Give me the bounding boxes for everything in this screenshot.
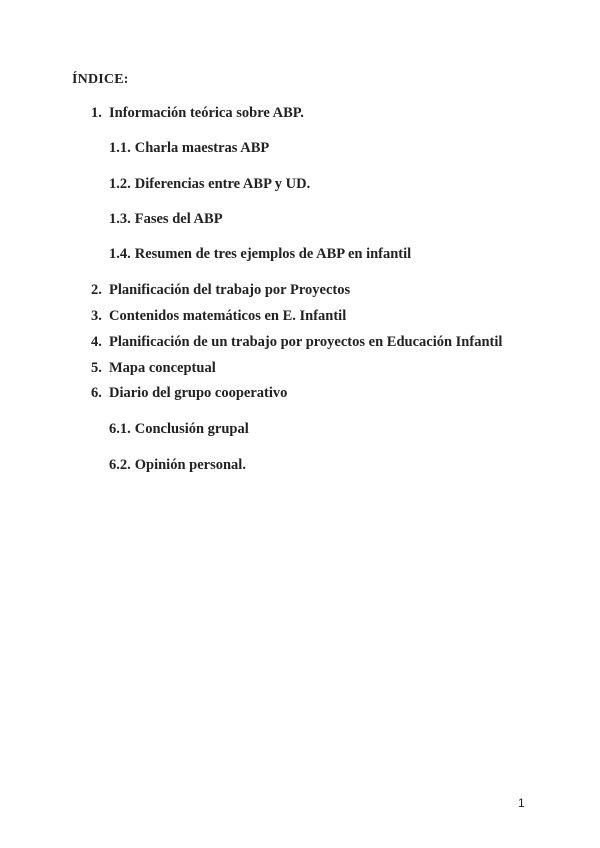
- toc-entry-5: [91, 359, 216, 377]
- toc-entry-3: [91, 307, 346, 325]
- toc-entry-number: 1.3.: [109, 211, 131, 227]
- toc-entry-number: 5.: [91, 360, 102, 376]
- toc-entry-number: 2.: [91, 282, 102, 298]
- toc-entry-6-2: [109, 456, 246, 474]
- toc-entry-title: Contenidos matemáticos en E. Infantil: [109, 308, 347, 324]
- toc-entry-1: [91, 104, 304, 122]
- toc-entry-title: Diario del grupo cooperativo: [109, 385, 288, 401]
- toc-entry-number: 1.1.: [109, 140, 131, 156]
- toc-entry-title: Información teórica sobre ABP.: [109, 105, 304, 121]
- toc-entry-number: 6.2.: [109, 457, 131, 473]
- page-number: 1: [518, 796, 525, 810]
- toc-entry-title: Resumen de tres ejemplos de ABP en infantil: [134, 246, 412, 262]
- toc-entry-title: Mapa conceptual: [109, 360, 216, 376]
- toc-entry-title: Opinión personal.: [134, 457, 246, 473]
- toc-entry-1-2: [109, 175, 310, 193]
- toc-entry-1-1: [109, 139, 269, 157]
- toc-entry-number: 6.1.: [109, 421, 131, 437]
- toc-heading: ÍNDICE:: [72, 72, 129, 87]
- toc-entry-6-1: [109, 420, 249, 438]
- toc-entry-2: [91, 281, 350, 299]
- toc-entry-1-3: [109, 210, 223, 228]
- toc-entry-title: Planificación de un trabajo por proyectos en Educación Infantil: [109, 334, 503, 350]
- toc-entry-number: 1.4.: [109, 246, 131, 262]
- toc-entry-number: 6.: [91, 385, 102, 401]
- toc-entry-1-4: [109, 245, 411, 263]
- toc-entry-number: 4.: [91, 334, 102, 350]
- toc-entry-4: [91, 333, 502, 351]
- toc-entry-title: Conclusión grupal: [134, 421, 249, 437]
- toc-entry-number: 1.2.: [109, 176, 131, 192]
- toc-entry-number: 1.: [91, 105, 102, 121]
- toc-entry-title: Charla maestras ABP: [134, 140, 270, 156]
- toc-entry-title: Planificación del trabajo por Proyectos: [109, 282, 351, 298]
- toc-entry-title: Fases del ABP: [134, 211, 223, 227]
- toc-entry-6: [91, 384, 287, 402]
- toc-entry-title: Diferencias entre ABP y UD.: [134, 176, 311, 192]
- toc-entry-number: 3.: [91, 308, 102, 324]
